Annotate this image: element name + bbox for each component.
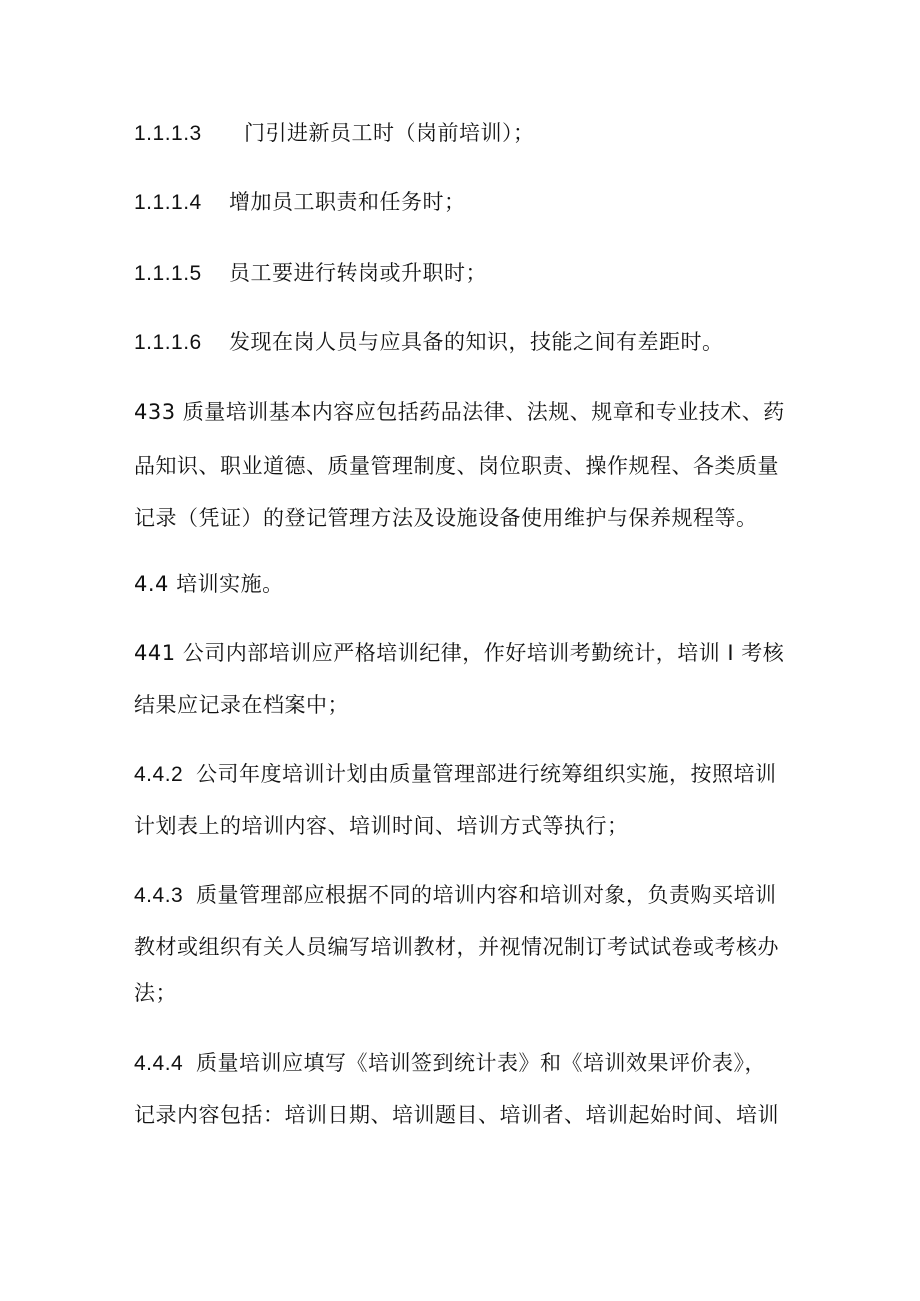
- paragraph-433-line-3: [134, 503, 758, 533]
- paragraph-text: 门引进新员工时（岗前培训）；: [244, 121, 535, 145]
- paragraph-number: 4.4.4: [134, 1052, 184, 1075]
- paragraph-text: 公司年度培训计划由质量管理部进行统筹组织实施，按照培训: [196, 762, 777, 786]
- paragraph-1-1-1-4: [134, 187, 466, 218]
- paragraph-text: 质量管理部应根据不同的培训内容和培训对象，负责购买培训: [196, 883, 777, 907]
- paragraph-text: 员工要进行转岗或升职时；: [229, 261, 487, 285]
- paragraph-text: 记录内容包括：培训日期、培训题目、培训者、培训起始时间、培训: [134, 1103, 779, 1127]
- paragraph-text: 法；: [134, 981, 177, 1005]
- paragraph-text: 发现在岗人员与应具备的知识，技能之间有差距时。: [229, 330, 724, 354]
- paragraph-4-4-3-line-2: [134, 932, 779, 962]
- paragraph-4-4-3-line-1: [134, 880, 777, 911]
- paragraph-text: 记录（凭证）的登记管理方法及设施设备使用维护与保养规程等。: [134, 506, 758, 530]
- paragraph-441-line-1: [134, 638, 784, 668]
- paragraph-4-4-4-line-1: [134, 1048, 766, 1079]
- paragraph-4-4-2-line-1: [134, 759, 777, 790]
- paragraph-433-line-1: [134, 397, 785, 427]
- section-heading-text: 4.4 培训实施。: [134, 572, 284, 596]
- paragraph-number: 1.1.1.6: [134, 331, 202, 354]
- paragraph-4-4-2-line-2: [134, 811, 629, 841]
- paragraph-text: 品知识、职业道德、质量管理制度、岗位职责、操作规程、各类质量: [134, 454, 779, 478]
- paragraph-1-1-1-6: [134, 327, 724, 358]
- paragraph-number: 1.1.1.4: [134, 191, 202, 214]
- paragraph-text: 441 公司内部培训应严格培训纪律，作好培训考勤统计，培训 I 考核: [134, 641, 785, 665]
- paragraph-441-line-2: [134, 690, 349, 720]
- paragraph-text: 结果应记录在档案中；: [134, 693, 349, 717]
- paragraph-number: 1.1.1.5: [134, 262, 202, 285]
- paragraph-text: 增加员工职责和任务时；: [229, 190, 466, 214]
- paragraph-number: 4.4.2: [134, 763, 184, 786]
- paragraph-number: 1.1.1.3: [134, 122, 202, 145]
- paragraph-1-1-1-3: [134, 118, 535, 149]
- paragraph-text: 质量培训应填写《培训签到统计表》和《培训效果评价表》，: [196, 1051, 766, 1075]
- section-4-4-heading: [134, 569, 284, 599]
- paragraph-4-4-4-line-2: [134, 1100, 779, 1130]
- paragraph-4-4-3-line-3: [134, 978, 177, 1008]
- paragraph-text: 教材或组织有关人员编写培训教材，并视情况制订考试试卷或考核办: [134, 935, 779, 959]
- paragraph-1-1-1-5: [134, 258, 487, 289]
- paragraph-433-line-2: [134, 451, 779, 481]
- paragraph-text: 433 质量培训基本内容应包括药品法律、法规、规章和专业技术、药: [134, 400, 785, 424]
- paragraph-text: 计划表上的培训内容、培训时间、培训方式等执行；: [134, 814, 629, 838]
- paragraph-number: 4.4.3: [134, 884, 184, 907]
